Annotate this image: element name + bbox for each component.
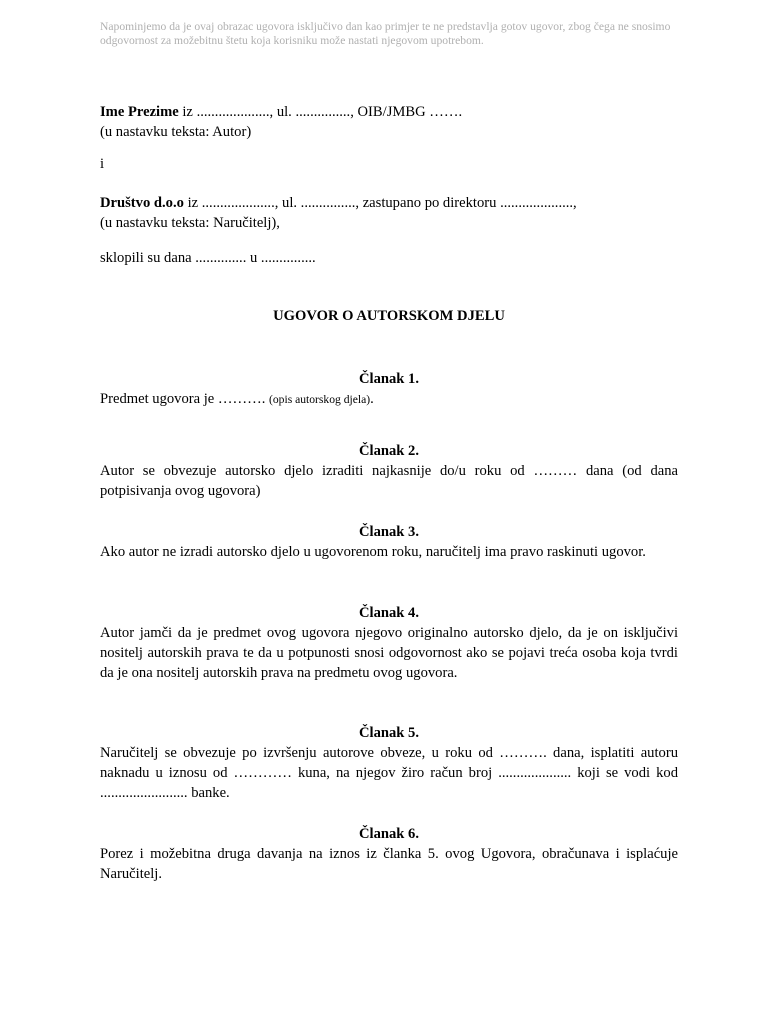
disclaimer-note: Napominjemo da je ovaj obrazac ugovora isključivo dan kao primjer te ne predstavlja gotov ugovor, zbog čega ne snosimo odgovornost za možebitnu štetu koja korisniku može nastati njegovom upotrebom. [100,20,671,47]
article-1-body [100,389,678,410]
article-5-body: Naručitelj se obvezuje po izvršenju autorove obveze, u roku od ………. dana, isplatiti autoru naknadu u iznosu od ………… kuna, na njegov žiro račun broj .................... koji se vodi kod ........................ banke. [100,745,678,801]
party-client-alias: (u nastavku teksta: Naručitelj), [100,215,280,231]
party-author-alias: (u nastavku teksta: Autor) [100,124,252,140]
article-4-heading [100,603,678,623]
article-6-heading [100,824,678,844]
article-1-text: Predmet ugovora je ………. [100,391,270,407]
article-3-heading-text: Članak 3. [358,524,419,540]
article-5-heading [100,723,678,743]
concluded-line: sklopili su dana .............. u ............... [100,250,316,266]
party-client-line [100,193,678,213]
article-5-heading-text: Članak 5. [358,725,419,741]
article-4-body: Autor jamči da je predmet ovog ugovora njegovo originalno autorsko djelo, da je on isključivi nositelj autorskih prava te da u potpunosti snosi odgovornost ako se pojavi treća osoba koja tvrdi da je ona nositelj autorskih prava na predmetu ovog ugovora. [100,625,678,681]
party-author-line [100,102,678,122]
party-author-name: Ime Prezime [100,104,179,120]
party-author [100,102,678,142]
party-author-details: iz ...................., ul. ..............., OIB/JMBG ……. [178,104,463,120]
contract-title [100,306,678,326]
article-1-heading-text: Članak 1. [358,371,419,387]
article-2-heading [100,441,678,461]
contract-title-text: UGOVOR O AUTORSKOM DJELU [273,308,505,324]
article-3-body: Ako autor ne izradi autorsko djelo u ugovorenom roku, naručitelj ima pravo raskinuti ugovor. [100,544,646,560]
conjunction: i [100,156,105,172]
article-2-body: Autor se obvezuje autorsko djelo izraditi najkasnije do/u roku od ……… dana (od dana potpisivanja ovog ugovora) [100,463,678,499]
article-1-note: (opis autorskog djela) [269,393,371,406]
article-6-heading-text: Članak 6. [358,826,419,842]
article-6-body: Porez i možebitna druga davanja na iznos iz članka 5. ovog Ugovora, obračunava i isplaćuje Naručitelj. [100,846,678,882]
party-client [100,193,678,233]
article-1-heading [100,369,678,389]
party-client-name: Društvo d.o.o [100,195,184,211]
article-3-heading [100,522,678,542]
party-client-details: iz ...................., ul. ..............., zastupano po direktoru ...................., [183,195,577,211]
article-2-heading-text: Članak 2. [358,443,419,459]
article-1-note-suffix: . [370,391,374,407]
article-4-heading-text: Članak 4. [358,605,419,621]
